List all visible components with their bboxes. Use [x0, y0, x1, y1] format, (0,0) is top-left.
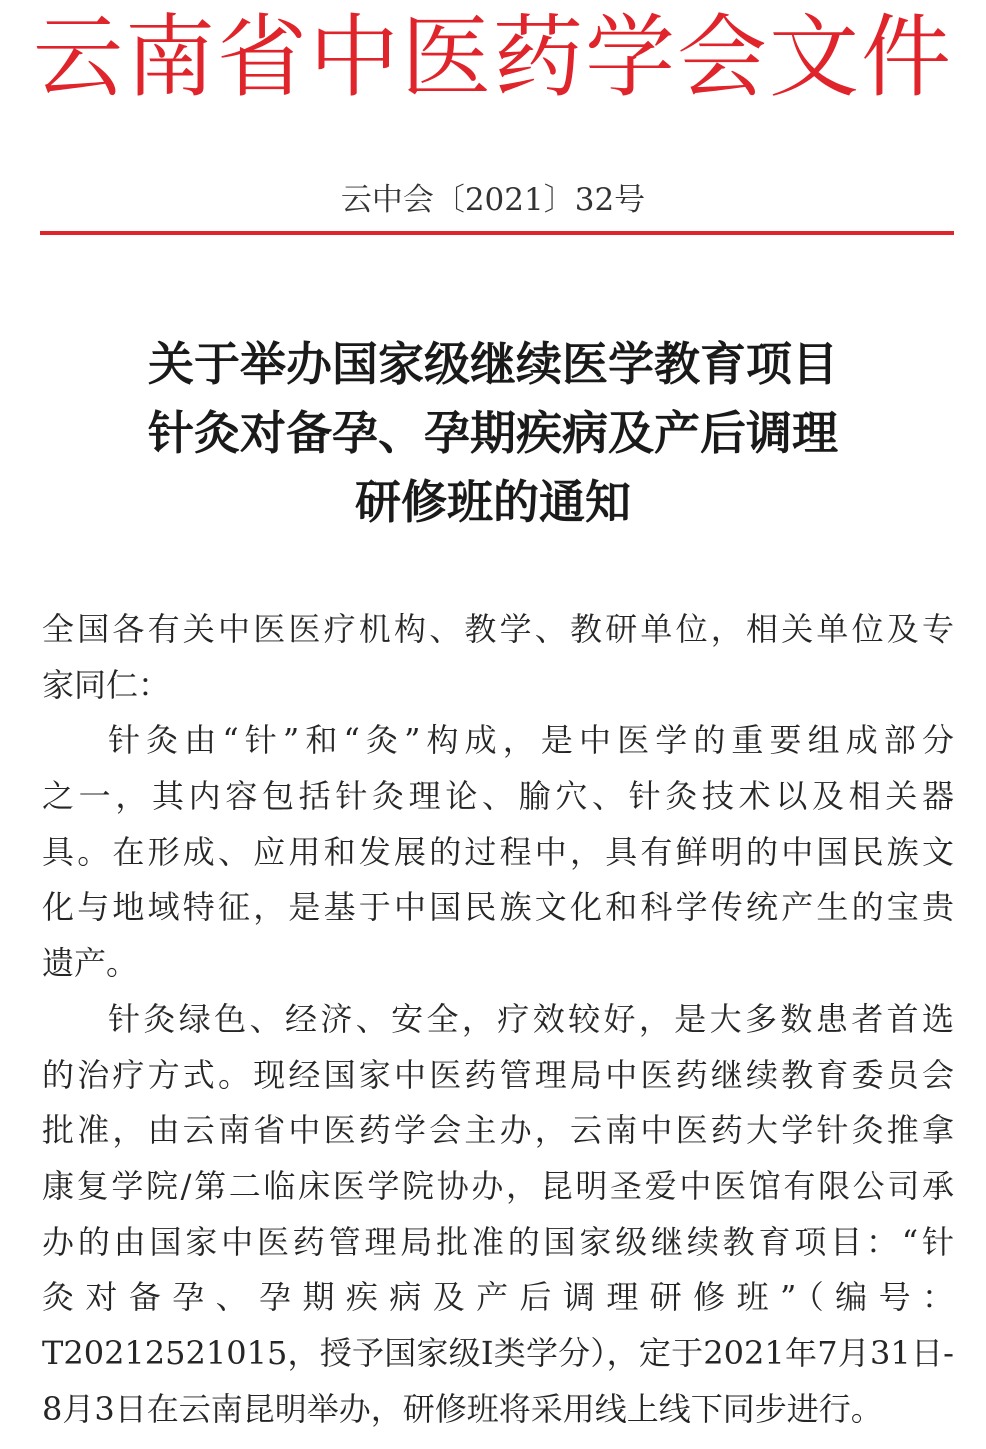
- paragraph-line: 康复学院/第二临床医学院协办，昆明圣爱中医馆有限公司承: [42, 1166, 954, 1205]
- title-line: 关于举办国家级继续医学教育项目: [148, 337, 838, 391]
- paragraph-line: T20212521015，授予国家级I类学分），定于2021年7月31日-: [42, 1333, 954, 1372]
- salutation-line: 家同仁：: [42, 665, 171, 704]
- paragraph-line: 办的由国家中医药管理局批准的国家级继续教育项目：“针: [42, 1222, 954, 1261]
- salutation-line: 全国各有关中医医疗机构、教学、教研单位，相关单位及专: [42, 610, 954, 648]
- notice-title: [0, 330, 986, 537]
- title-line: 研修班的通知: [355, 475, 631, 529]
- paragraph-line: 针灸绿色、经济、安全，疗效较好，是大多数患者首选: [108, 999, 954, 1038]
- document-header: [0, 0, 986, 120]
- paragraph-line: 化与地域特征，是基于中国民族文化和科学传统产生的宝贵: [42, 888, 954, 927]
- paragraph-line: 遗产。: [42, 944, 139, 983]
- title-line: 针灸对备孕、孕期疾病及产后调理: [148, 406, 838, 460]
- paragraph-line: 批准，由云南省中医药学会主办，云南中医药大学针灸推拿: [42, 1111, 954, 1150]
- issuer-title: 云南省中医药学会文件: [33, 5, 953, 110]
- paragraph-line: 具。在形成、应用和发展的过程中，具有鲜明的中国民族文: [42, 832, 954, 871]
- notice-body: [42, 602, 954, 1437]
- paragraph-line: 8月3日在云南昆明举办，研修班将采用线上线下同步进行。: [42, 1389, 883, 1428]
- paragraph-line: 之一，其内容包括针灸理论、腧穴、针灸技术以及相关器: [42, 777, 954, 816]
- paragraph-line: 针灸由“针”和“灸”构成，是中医学的重要组成部分: [108, 721, 954, 760]
- document-number: 云中会〔2021〕32号: [340, 182, 646, 218]
- red-divider: [40, 231, 954, 235]
- paragraph-line: 的治疗方式。现经国家中医药管理局中医药继续教育委员会: [42, 1055, 954, 1094]
- paragraph-line: 灸对备孕、孕期疾病及产后调理研修班”（编号：: [42, 1278, 954, 1317]
